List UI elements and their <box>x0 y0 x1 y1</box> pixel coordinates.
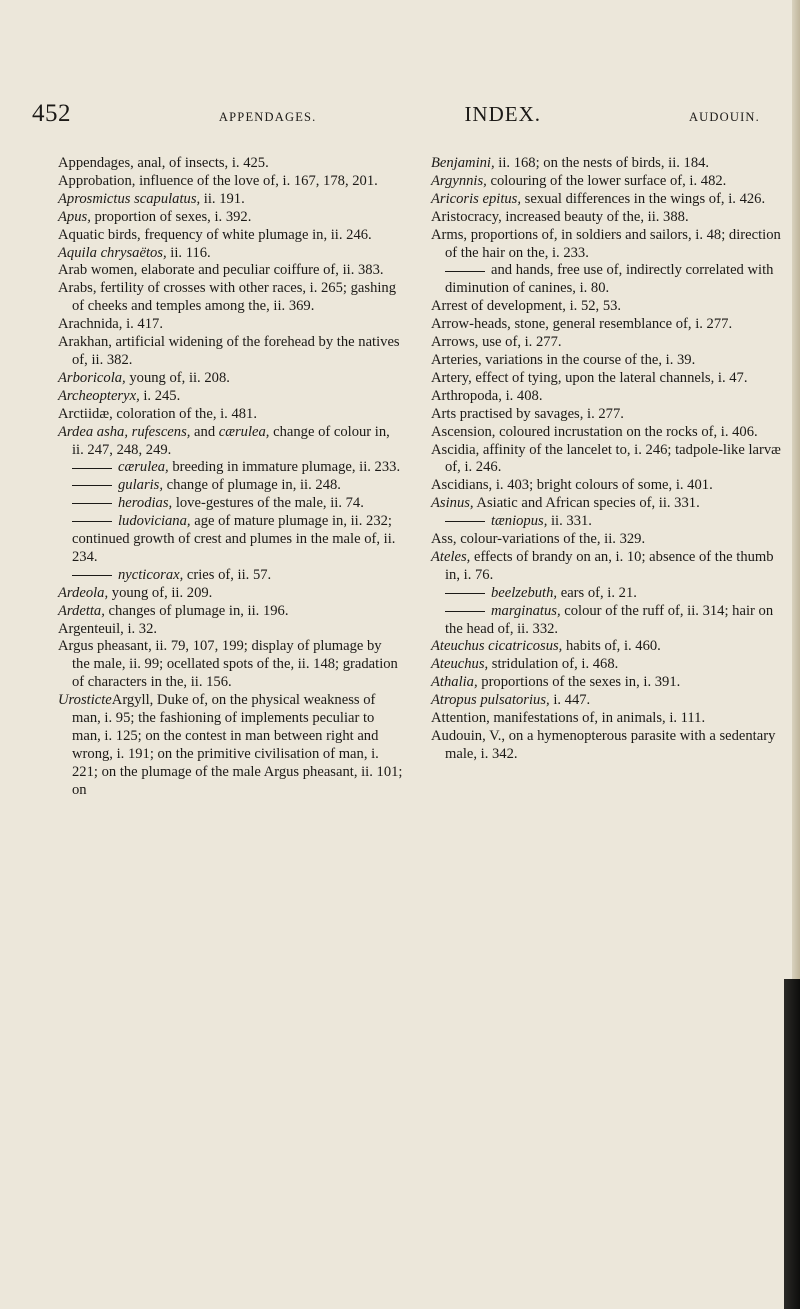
entry-text: love-gestures of the male, ii. 74. <box>172 495 364 512</box>
entry-text: proportions of the sexes in, i. 391. <box>477 674 681 691</box>
entry-text: Arachnida, i. 417. <box>58 316 163 333</box>
index-entry <box>431 513 783 531</box>
entry-text: Arabs, fertility of crosses with other races, i. 265; gashing of cheeks and temples among the, ii. 369. <box>58 280 397 315</box>
entry-text: Asiatic and African species of, ii. 331. <box>473 495 700 512</box>
entry-text: Audouin, V., on a hymenopterous parasite with a sedentary male, i. 342. <box>431 728 776 762</box>
index-entry <box>431 531 783 549</box>
entry-text: changes of plumage in, ii. 196. <box>104 602 289 619</box>
ditto-dash <box>72 485 112 486</box>
entry-text: Arrest of development, i. 52, 53. <box>431 298 622 315</box>
entry-term: Ateuchus, <box>431 656 489 673</box>
page-header <box>32 100 760 134</box>
index-entry <box>431 638 783 656</box>
page-edge-shadow <box>784 979 800 1309</box>
index-entry <box>431 370 783 388</box>
entry-term: Ardea asha, rufescens, <box>58 423 191 440</box>
index-entry <box>431 227 783 263</box>
entry-text: effects of brandy on an, i. 10; absence of the thumb in, i. 76. <box>445 548 774 583</box>
entry-text: Ascension, coloured incrustation on the rocks of, i. 406. <box>431 423 758 440</box>
entry-text: young of, ii. 209. <box>108 584 213 601</box>
entry-term: Arboricola, <box>58 369 126 386</box>
entry-term: Atropus pulsatorius, <box>431 692 550 709</box>
ditto-dash <box>72 521 112 522</box>
index-column-right <box>431 155 783 764</box>
entry-text: Arthropoda, i. 408. <box>431 387 543 404</box>
index-entry <box>431 191 783 209</box>
index-entry <box>58 585 403 603</box>
index-entry <box>431 316 783 334</box>
index-entry <box>58 245 403 263</box>
index-entry <box>431 442 783 478</box>
ditto-dash <box>445 521 485 522</box>
entry-text: Argus pheasant, ii. 79, 107, 199; display of plumage by the male, ii. 99; ocellated spots of the, ii. 148; gradation of characters in the, ii. 156. <box>58 638 398 691</box>
entry-text: Arms, proportions of, in soldiers and sailors, i. 48; direction of the hair on the, i. 233. <box>431 226 781 261</box>
entry-term: Archeopteryx, <box>58 387 140 404</box>
index-entry <box>58 173 403 191</box>
entry-text: colouring of the lower surface of, i. 482. <box>486 172 727 189</box>
index-entry <box>431 603 783 639</box>
entry-term: Ardetta, <box>58 602 105 619</box>
entry-text: Appendages, anal, of insects, i. 425. <box>58 155 269 171</box>
entry-text: colour of the ruff of, ii. 314; hair on the head of, ii. 332. <box>445 602 774 637</box>
entry-text: change of plumage in, ii. 248. <box>163 477 341 494</box>
entry-text: ii. 168; on the nests of birds, ii. 184. <box>494 155 710 171</box>
entry-text: Arakhan, artificial widening of the forehead by the natives of, ii. 382. <box>58 334 400 368</box>
index-entry <box>431 495 783 513</box>
index-entry <box>431 352 783 370</box>
entry-term: Aricoris epitus, <box>431 190 521 207</box>
entry-text: Arrow-heads, stone, general resemblance of, i. 277. <box>431 316 733 333</box>
guide-word: AUDOUIN. <box>688 110 760 124</box>
index-entry <box>431 710 783 728</box>
index-entry <box>58 459 403 477</box>
ditto-dash <box>72 503 112 504</box>
index-entry <box>431 173 783 191</box>
entry-term: Benjamini, <box>431 155 495 171</box>
index-entry <box>431 424 783 442</box>
index-entry <box>58 495 403 513</box>
ditto-dash <box>72 575 112 576</box>
entry-text: i. 245. <box>139 387 181 404</box>
entry-text: Aristocracy, increased beauty of the, ii. 388. <box>431 208 689 225</box>
entry-term: marginatus, <box>491 602 561 619</box>
entry-term: ludoviciana, <box>118 513 191 530</box>
entry-text: age of mature plumage in, ii. 232; continued growth of crest and plumes in the male of, ii. 234. <box>72 513 396 565</box>
entry-term: cærulea, <box>118 459 169 476</box>
entry-text: Arteries, variations in the course of the, i. 39. <box>431 351 696 368</box>
entry-text: Arctiidæ, coloration of the, i. 481. <box>58 405 258 422</box>
index-entry <box>58 513 403 567</box>
index-entry <box>431 298 783 316</box>
entry-text: ii. 116. <box>166 244 211 261</box>
entry-text: Approbation, influence of the love of, i. 167, 178, 201. <box>58 172 378 189</box>
index-entry <box>431 674 783 692</box>
index-entry <box>58 621 403 639</box>
index-entry <box>431 656 783 674</box>
index-entry <box>431 692 783 710</box>
entry-text: Arrows, use of, i. 277. <box>431 334 562 351</box>
entry-text: cries of, ii. 57. <box>183 566 272 583</box>
entry-term: Ateles, <box>431 548 471 565</box>
index-entry <box>58 227 403 245</box>
entry-text: Ascidians, i. 403; bright colours of some, i. 401. <box>431 477 713 494</box>
entry-term: nycticorax, <box>118 566 184 583</box>
ditto-dash <box>445 593 485 594</box>
entry-text: change of colour in, ii. 247, 248, 249. <box>72 423 390 458</box>
entry-term: Athalia, <box>431 674 478 691</box>
entry-text: ii. 191. <box>200 190 245 207</box>
entry-text: breeding in immature plumage, ii. 233. <box>168 459 401 476</box>
ditto-dash <box>445 611 485 612</box>
entry-term: Ardeola, <box>58 584 109 601</box>
page-number: 452 <box>32 100 71 127</box>
ditto-dash <box>445 271 485 272</box>
entry-text: Attention, manifestations of, in animals, i. 111. <box>431 710 706 727</box>
entry-text: Ascidia, affinity of the lancelet to, i. 246; tadpole-like larvæ of, i. 246. <box>431 441 781 476</box>
entry-text: Argyll, Duke of, on the physical weakness of man, i. 95; the fashioning of implements peculiar to man, i. 125; on the contest in man between right and wrong, i. 191; on the primitive civilisation of man, i. 221; on the plumage of the male Argus pheasant, ii. 101; on <box>72 692 403 798</box>
index-entry <box>431 477 783 495</box>
entry-term: Aquila chrysaëtos, <box>58 244 167 261</box>
index-entry <box>58 388 403 406</box>
entry-text: proportion of sexes, i. 392. <box>90 208 252 225</box>
index-entry <box>431 209 783 227</box>
entry-text: stridulation of, i. 468. <box>488 656 619 673</box>
index-entry <box>431 585 783 603</box>
entry-text: i. 447. <box>549 692 591 709</box>
index-entry <box>58 191 403 209</box>
index-entry <box>58 567 403 585</box>
entry-text: and hands, free use of, indirectly correlated with diminution of canines, i. 80. <box>445 262 774 297</box>
index-entry <box>58 406 403 424</box>
entry-term: beelzebuth, <box>491 584 558 601</box>
ditto-dash <box>72 468 112 469</box>
entry-text: Argenteuil, i. 32. <box>58 620 158 637</box>
entry-term: tæniopus, <box>491 513 548 530</box>
running-title: APPENDAGES. <box>218 110 317 124</box>
index-entry <box>58 477 403 495</box>
entry-term: Asinus, <box>431 495 474 512</box>
index-entry <box>58 603 403 621</box>
index-entry <box>431 155 783 173</box>
index-entry <box>431 549 783 585</box>
index-entry <box>431 406 783 424</box>
entry-text: Ass, colour-variations of the, ii. 329. <box>431 531 646 548</box>
index-entry <box>58 155 403 173</box>
entry-term: cærulea, <box>218 423 270 440</box>
index-entry <box>58 334 403 370</box>
index-entry <box>58 280 403 316</box>
index-entry <box>431 334 783 352</box>
entry-term: Apus, <box>58 208 91 225</box>
index-entry <box>58 262 403 280</box>
entry-term: herodias, <box>118 495 173 512</box>
entry-text: habits of, i. 460. <box>562 638 661 655</box>
index-entry <box>58 370 403 388</box>
index-entry <box>431 388 783 406</box>
index-entry <box>58 692 403 799</box>
index-entry <box>58 424 403 460</box>
entry-term: Aprosmictus scapulatus, <box>58 190 201 207</box>
entry-text: sexual differences in the wings of, i. 426. <box>521 190 766 207</box>
index-entry <box>58 209 403 227</box>
entry-term: Ateuchus cicatricosus, <box>431 638 563 655</box>
index-entry <box>431 728 783 764</box>
entry-text: Aquatic birds, frequency of white plumage in, ii. 246. <box>58 226 372 243</box>
entry-term: gularis, <box>118 477 164 494</box>
entry-text: Arts practised by savages, i. 277. <box>431 405 624 422</box>
index-column-left <box>58 155 403 800</box>
section-title: INDEX. <box>464 102 542 126</box>
entry-text: Artery, effect of tying, upon the lateral channels, i. 47. <box>431 369 748 386</box>
entry-text: ii. 331. <box>547 513 592 530</box>
entry-text: young of, ii. 208. <box>125 369 230 386</box>
index-entry <box>58 638 403 692</box>
index-entry <box>58 316 403 334</box>
entry-term: Urosticte <box>58 692 112 709</box>
entry-text: and <box>190 423 219 440</box>
entry-text: ears of, i. 21. <box>557 584 637 601</box>
entry-text: Arab women, elaborate and peculiar coiffure of, ii. 383. <box>58 262 384 279</box>
index-entry <box>431 262 783 298</box>
entry-term: Argynnis, <box>431 172 487 189</box>
